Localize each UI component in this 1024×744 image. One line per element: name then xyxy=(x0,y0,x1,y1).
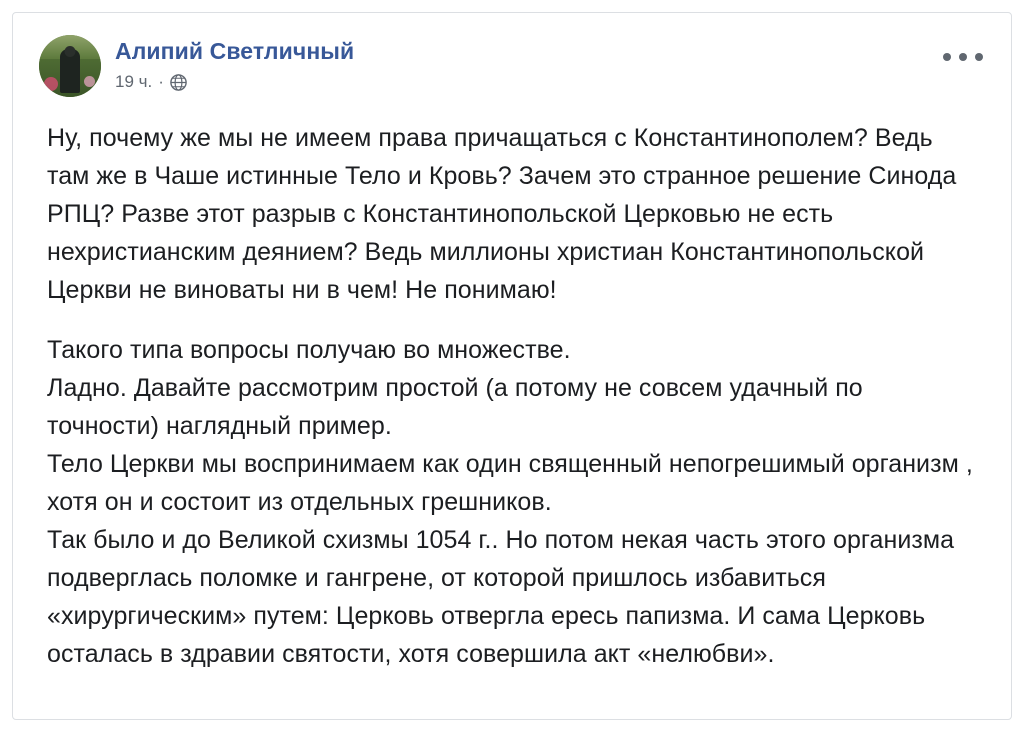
globe-icon[interactable] xyxy=(170,74,187,91)
post-paragraph: Такого типа вопросы получаю во множестве. xyxy=(47,336,571,364)
post-meta xyxy=(115,72,354,92)
more-options-dot xyxy=(959,53,967,61)
more-options-icon[interactable] xyxy=(943,47,983,67)
post-header xyxy=(13,13,1011,97)
post-paragraph: Ладно. Давайте рассмотрим простой (а потому не совсем удачный по точности) наглядный пример. xyxy=(47,374,863,440)
post-paragraph: Так было и до Великой схизмы 1054 г.. Но потом некая часть этого организма подверглась поломке и гангрене, от которой пришлось избавиться «хирургическим» путем: Церковь отвергла ересь папизма. И сама Церковь осталась в здравии святости, хотя совершила акт «нелюбви». xyxy=(47,526,955,668)
avatar-flower-right xyxy=(84,76,95,87)
avatar-head xyxy=(65,46,76,57)
avatar[interactable] xyxy=(39,35,101,97)
post-timestamp[interactable]: 19 ч. xyxy=(115,72,153,91)
more-options-dot xyxy=(943,53,951,61)
meta-separator: · xyxy=(158,72,164,91)
author-name-link[interactable]: Алипий Светличный xyxy=(115,38,355,64)
post-paragraph: Тело Церкви мы воспринимаем как один священный непогрешимый организм , хотя он и состоит из отдельных грешников. xyxy=(47,450,973,516)
post-body xyxy=(13,97,1011,673)
post-paragraph: Ну, почему же мы не имеем права причащаться с Константинополем? Ведь там же в Чаше истинные Тело и Кровь? Зачем это странное решение Синода РПЦ? Разве этот разрыв с Константинопольской Церковью не есть нехристианским деянием? Ведь миллионы христиан Константинопольской Церкви не виноваты ни в чем! Не понимаю! xyxy=(47,124,957,304)
more-options-dot xyxy=(975,53,983,61)
post-header-text xyxy=(115,35,354,92)
avatar-flower-left xyxy=(44,77,58,91)
post-card xyxy=(12,12,1012,720)
